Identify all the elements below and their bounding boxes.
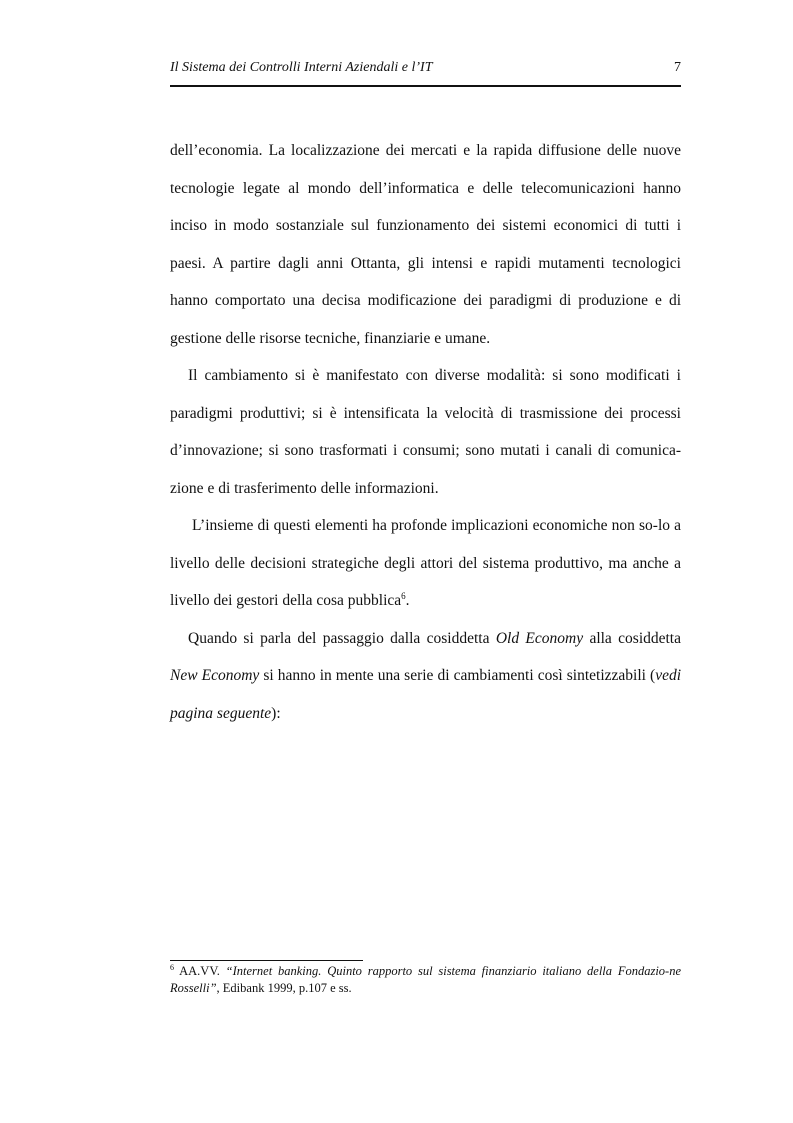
paragraph-4-part-b: alla cosiddetta <box>583 629 681 647</box>
paragraph-3-end: . <box>405 592 410 609</box>
paragraph-4-part-c: si hanno in mente una serie di cambiamenti così sintetizzabili ( <box>259 667 656 684</box>
footnote-title: “Internet banking. Quinto rapporto sul sistema finanziario italiano della Fondazio-ne Rosselli” <box>170 964 682 995</box>
footnote <box>170 963 681 997</box>
page-number: 7 <box>674 60 681 75</box>
paragraph-3-text: L’insieme di questi elementi ha profonde implicazioni economiche non so-lo a livello delle decisioni strategiche degli attori del sistema produttivo, ma anche a livello dei gestori della cosa pubblica <box>170 517 681 609</box>
footnote-reference: 6 <box>401 590 406 601</box>
header-rule <box>170 85 681 87</box>
new-economy-term: New Economy <box>170 667 260 684</box>
running-header <box>170 58 681 80</box>
paragraph-1: dell’economia. La localizzazione dei mercati e la rapida diffusione delle nuove tecnologie legate al mondo dell’informatica e delle telecomunicazioni hanno inciso in modo sostanziale sul funzionamento dei sistemi economici di tutti i paesi. A partire dagli anni Ottanta, gli intensi e rapidi mutamenti tecnologici hanno comportato una decisa modificazione dei paradigmi di produzione e di gestione delle risorse tecniche, finanziarie e umane. <box>170 142 681 347</box>
paragraph-4-part-a: Quando si parla del passaggio dalla cosiddetta <box>188 629 496 647</box>
paragraph-4-part-d: ): <box>271 704 281 722</box>
body-text <box>170 132 681 732</box>
footnote-rule <box>170 960 363 961</box>
paragraph-3 <box>170 507 681 620</box>
paragraph-4 <box>170 620 681 733</box>
footnote-rest: , Edibank 1999, p.107 e ss. <box>216 981 352 995</box>
footnote-marker: 6 <box>170 962 174 972</box>
see-next-page: vedi pagina seguente <box>170 667 682 722</box>
old-economy-term: Old Economy <box>495 629 584 647</box>
paragraph-2: Il cambiamento si è manifestato con diverse modalità: si sono modificati i paradigmi produttivi; si è intensificata la velocità di trasmissione dei processi d’innovazione; si sono trasformati i consumi; sono mutati i canali di comunica-zione e di trasferimento delle informazioni. <box>170 367 681 497</box>
header-title: Il Sistema dei Controlli Interni Aziendali e l’IT <box>170 60 433 75</box>
footnote-author: AA.VV. <box>174 964 226 978</box>
